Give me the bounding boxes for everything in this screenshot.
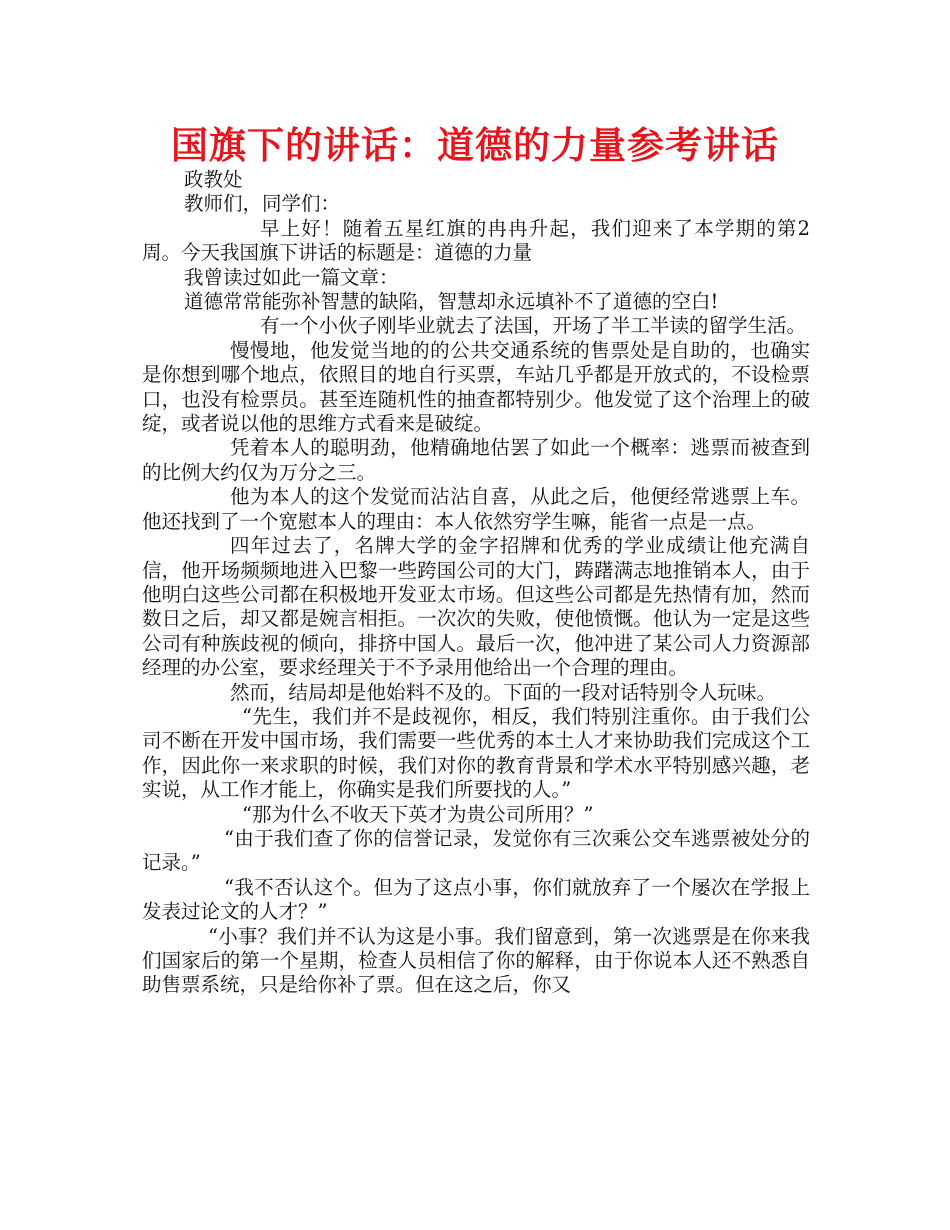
paragraph: 有一个小伙子刚毕业就去了法国，开场了半工半读的留学生活。 (260, 314, 807, 338)
paragraph: 我曾读过如此一篇文章： (184, 265, 399, 289)
paragraph: 然而，结局却是他始料不及的。下面的一段对话特别令人玩味。 (230, 680, 777, 704)
document-title: 国旗下的讲话：道德的力量参考讲话 (171, 124, 779, 167)
paragraph-dialogue: “我不否认这个。但为了这点小事，你们就放弃了一个屡次在学报上发表过论文的人才？” (142, 875, 810, 924)
paragraph-department: 政教处 (184, 168, 243, 191)
paragraph-dialogue: “那为什么不收天下英才为贵公司所用？” (242, 802, 594, 826)
document-body (142, 168, 810, 998)
paragraph: 他为本人的这个发觉而沾沾自喜，从此之后，他便经常逃票上车。他还找到了一个宽慰本人的理由：本人依然穷学生嘛，能省一点是一点。 (142, 485, 810, 533)
paragraph-dialogue: “先生，我们并不是歧视你，相反，我们特别注重你。由于我们公司不断在开发中国市场，我们需要一些优秀的本土人才来协助我们完成这个工作，因此你一来求职的时候，我们对你的教育背景和学术水平特别感兴趣，老实说，从工作才能上，你确实是我们所要找的人。” (142, 704, 810, 802)
paragraph: 慢慢地，他发觉当地的的公共交通系统的售票处是自助的，也确实是你想到哪个地点，依照目的地自行买票，车站几乎都是开放式的，不设检票口，也没有检票员。甚至连随机性的抽查都特别少。他发觉了这个治理上的破绽，或者说以他的思维方式看来是破绽。 (142, 338, 810, 436)
paragraph: 凭着本人的聪明劲，他精确地估罢了如此一个概率：逃票而被查到的比例大约仅为万分之三。 (142, 436, 810, 484)
paragraph-dialogue: “小事？我们并不认为这是小事。我们留意到，第一次逃票是在你来我们国家后的第一个星期，检查人员相信了你的解释，由于你说本人还不熟悉自助售票系统，只是给你补了票。但在这之后，你又 (142, 924, 810, 997)
paragraph-dialogue: “由于我们查了你的信誉记录，发觉你有三次乘公交车逃票被处分的记录。” (142, 826, 810, 875)
paragraph-opening: 早上好！随着五星红旗的冉冉升起，我们迎来了本学期的第2周。今天我国旗下讲话的标题是：道德的力量 (142, 216, 810, 265)
paragraph-quote: 道德常常能弥补智慧的缺陷，智慧却永远填补不了道德的空白! (184, 290, 719, 314)
paragraph: 四年过去了，名牌大学的金字招牌和优秀的学业成绩让他充满自信，他开场频频地进入巴黎一些跨国公司的大门，踌躇满志地推销本人，由于他明白这些公司都在积极地开发亚太市场。但这些公司都是先热情有加，然而数日之后，却又都是婉言相拒。一次次的失败，使他愤慨。他认为一定是这些公司有种族歧视的倾向，排挤中国人。最后一次，他冲进了某公司人力资源部经理的办公室，要求经理关于不予录用他给出一个合理的理由。 (142, 534, 810, 680)
paragraph-greeting: 教师们，同学们： (184, 192, 341, 216)
